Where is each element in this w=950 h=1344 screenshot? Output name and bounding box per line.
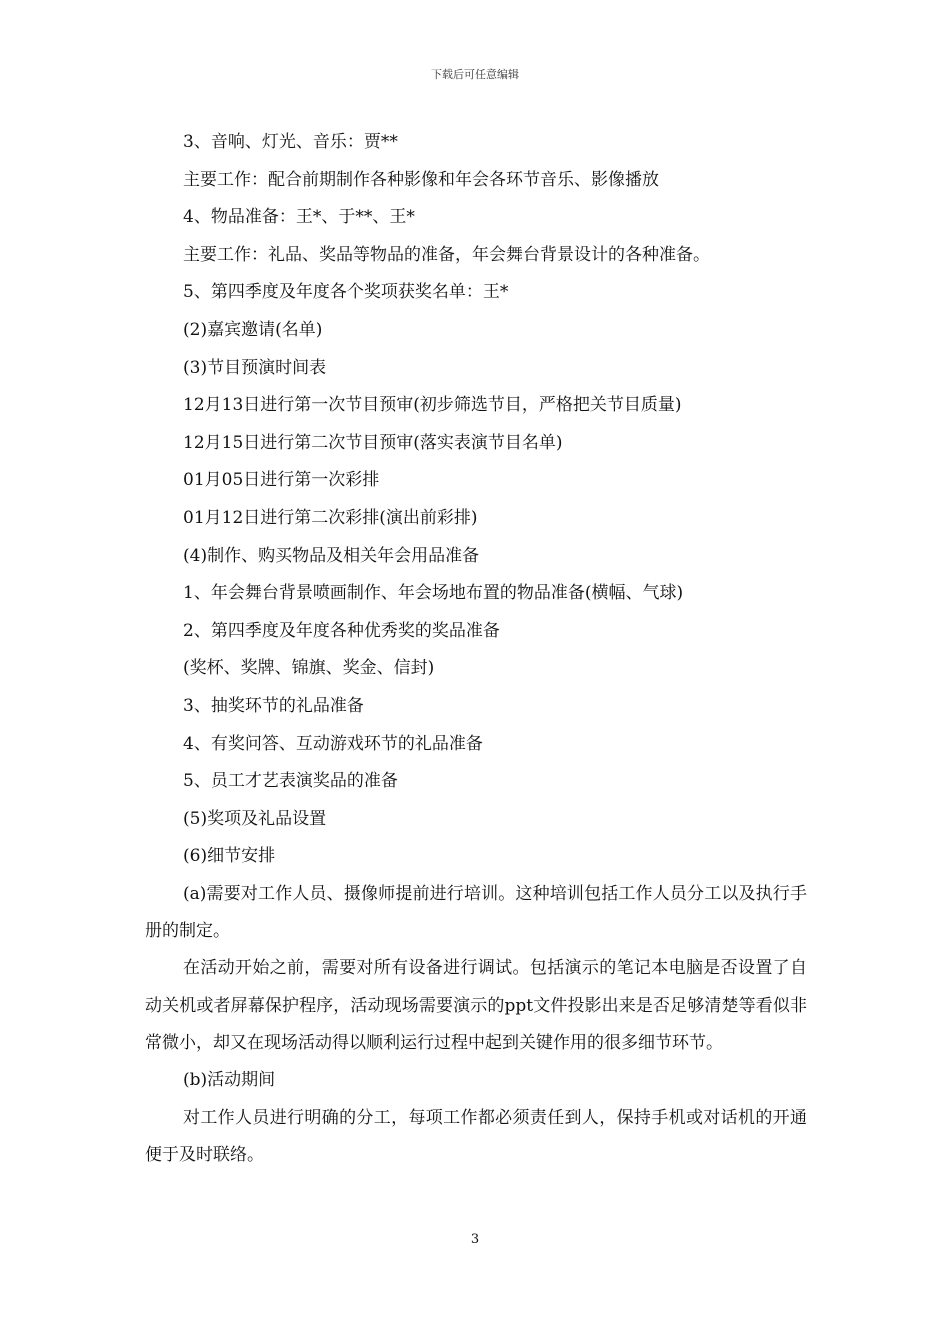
list-item: 01月12日进行第二次彩排(演出前彩排) [183,507,478,528]
list-item: 5、第四季度及年度各个奖项获奖名单：王* [183,282,509,303]
document-body [145,124,807,1174]
body-paragraph: 对工作人员进行明确的分工，每项工作都必须责任到人，保持手机或对话机的开通便于及时联络。 [145,1107,807,1165]
list-item: 2、第四季度及年度各种优秀奖的奖品准备 [183,620,500,641]
page-number: 3 [470,1232,480,1247]
list-item: 3、音响、灯光、音乐：贾** [183,132,398,152]
subsection-heading: (b)活动期间 [183,1070,276,1091]
body-paragraph: (a)需要对工作人员、摄像师提前进行培训。这种培训包括工作人员分工以及执行手册的制定。 [145,883,807,942]
list-item: 01月05日进行第一次彩排 [183,470,380,491]
section-heading: (6)细节安排 [183,846,276,867]
list-item: 主要工作：配合前期制作各种影像和年会各环节音乐、影像播放 [183,169,659,190]
section-heading: (3)节目预演时间表 [183,357,327,378]
list-item: 12月13日进行第一次节目预审(初步筛选节目，严格把关节目质量) [183,395,682,416]
list-item: 1、年会舞台背景喷画制作、年会场地布置的物品准备(横幅、气球) [183,583,684,604]
list-item: 5、员工才艺表演奖品的准备 [183,771,398,792]
section-heading: (2)嘉宾邀请(名单) [183,319,323,340]
section-heading: (5)奖项及礼品设置 [183,808,327,829]
body-paragraph: 在活动开始之前，需要对所有设备进行调试。包括演示的笔记本电脑是否设置了自动关机或者屏幕保护程序，活动现场需要演示的ppt文件投影出来是否足够清楚等看似非常微小，却又在现场活动得以顺利运行过程中起到关键作用的很多细节环节。 [145,958,807,1054]
list-item: 3、抽奖环节的礼品准备 [183,695,364,716]
section-heading: (4)制作、购买物品及相关年会用品准备 [183,545,480,566]
list-item: 主要工作：礼品、奖品等物品的准备，年会舞台背景设计的各种准备。 [183,244,710,265]
list-item: 12月15日进行第二次节目预审(落实表演节目名单) [183,432,563,453]
list-item: (奖杯、奖牌、锦旗、奖金、信封) [183,658,435,679]
page-header: 下载后可任意编辑 [431,68,519,81]
list-item: 4、物品准备：王*、于**、王* [183,207,415,228]
list-item: 4、有奖问答、互动游戏环节的礼品准备 [183,733,483,754]
